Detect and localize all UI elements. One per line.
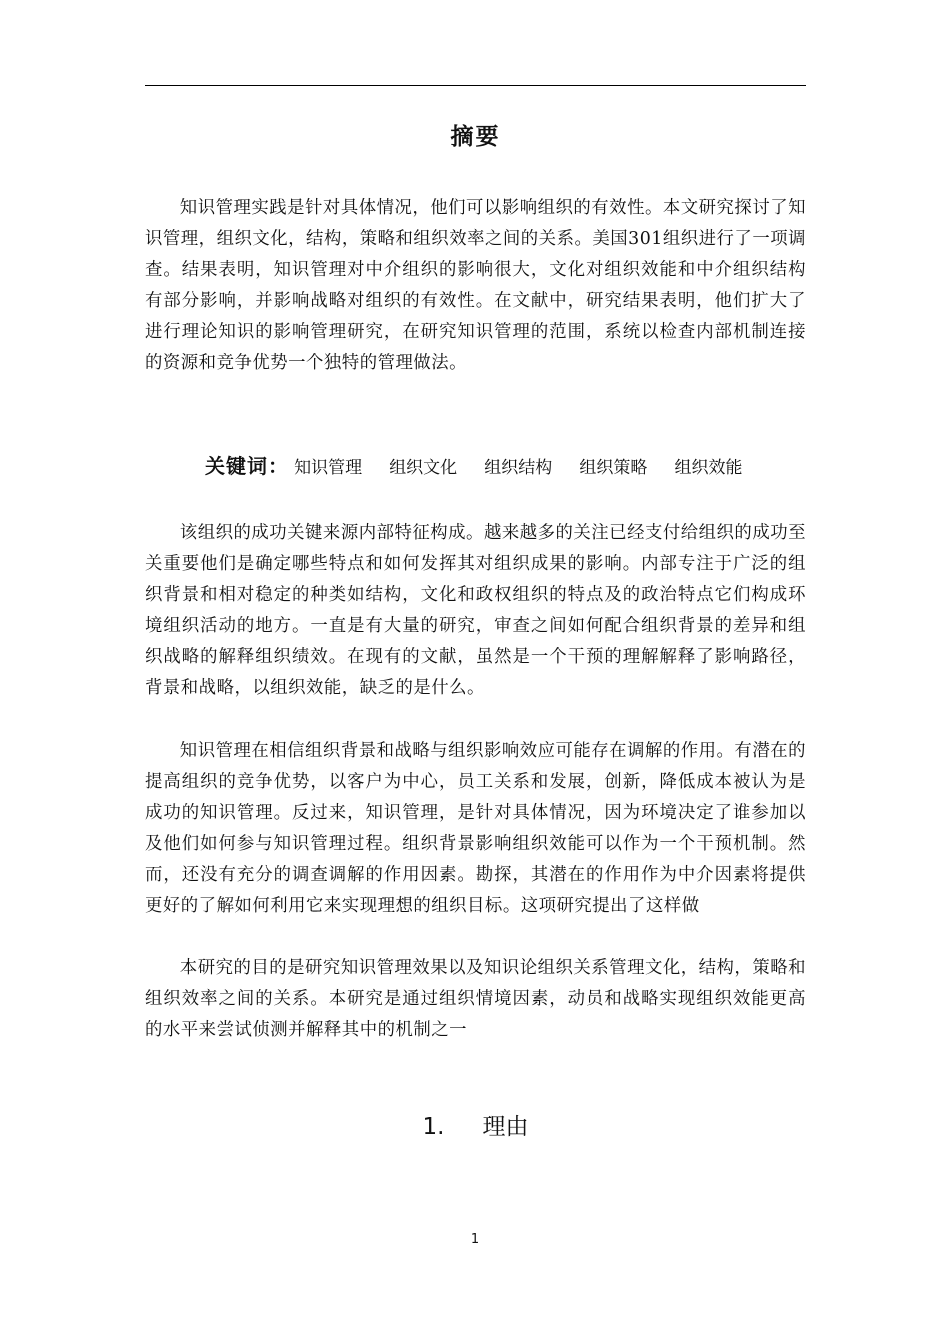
keyword-item: 组织策略	[579, 458, 648, 478]
body-paragraph: 该组织的成功关键来源内部特征构成。越来越多的关注已经支付给组织的成功至关重要他们是确定哪些特点和如何发挥其对组织成果的影响。内部专注于广泛的组织背景和相对稳定的种类如结构，文化和政权组织的特点及的政治特点它们构成环境组织活动的地方。一直是有大量的研究，审查之间如何配合组织背景的差异和组织战略的解释组织绩效。在现有的文献，虽然是一个干预的理解解释了影响路径，背景和战略，以组织效能，缺乏的是什么。	[145, 523, 806, 698]
body-paragraph: 本研究的目的是研究知识管理效果以及知识论组织关系管理文化，结构，策略和组织效率之间的关系。本研究是通过组织情境因素，动员和战略实现组织效能更高的水平来尝试侦测并解释其中的机制之一	[145, 958, 806, 1040]
section-number: 1.	[422, 1114, 445, 1140]
page-number: 1	[470, 1232, 480, 1247]
abstract-paragraph: 知识管理实践是针对具体情况，他们可以影响组织的有效性。本文研究探讨了知识管理，组织文化，结构，策略和组织效率之间的关系。美国301组织进行了一项调查。结果表明，知识管理对中介组织的影响很大，文化对组织效能和中介组织结构有部分影响，并影响战略对组织的有效性。在文献中，研究结果表明，他们扩大了进行理论知识的影响管理研究，在研究知识管理的范围，系统以检查内部机制连接的资源和竞争优势一个独特的管理做法。	[145, 198, 806, 373]
keyword-item: 组织文化	[389, 458, 458, 478]
keywords-label: 关键词：	[205, 454, 289, 478]
keywords-line	[205, 450, 764, 480]
keyword-item: 知识管理	[294, 458, 363, 478]
section-title: 理由	[482, 1114, 529, 1140]
section-heading	[145, 1108, 806, 1141]
header-rule	[145, 85, 806, 86]
keyword-item: 组织结构	[484, 458, 553, 478]
keyword-item: 组织效能	[674, 458, 743, 478]
body-paragraph: 知识管理在相信组织背景和战略与组织影响效应可能存在调解的作用。有潜在的提高组织的竞争优势，以客户为中心，员工关系和发展，创新，降低成本被认为是成功的知识管理。反过来，知识管理，是针对具体情况，因为环境决定了谁参加以及他们如何参与知识管理过程。组织背景影响组织效能可以作为一个干预机制。然而，还没有充分的调查调解的作用因素。勘探，其潜在的作用作为中介因素将提供更好的了解如何利用它来实现理想的组织目标。这项研究提出了这样做	[145, 741, 806, 916]
abstract-title: 摘要	[450, 124, 501, 150]
